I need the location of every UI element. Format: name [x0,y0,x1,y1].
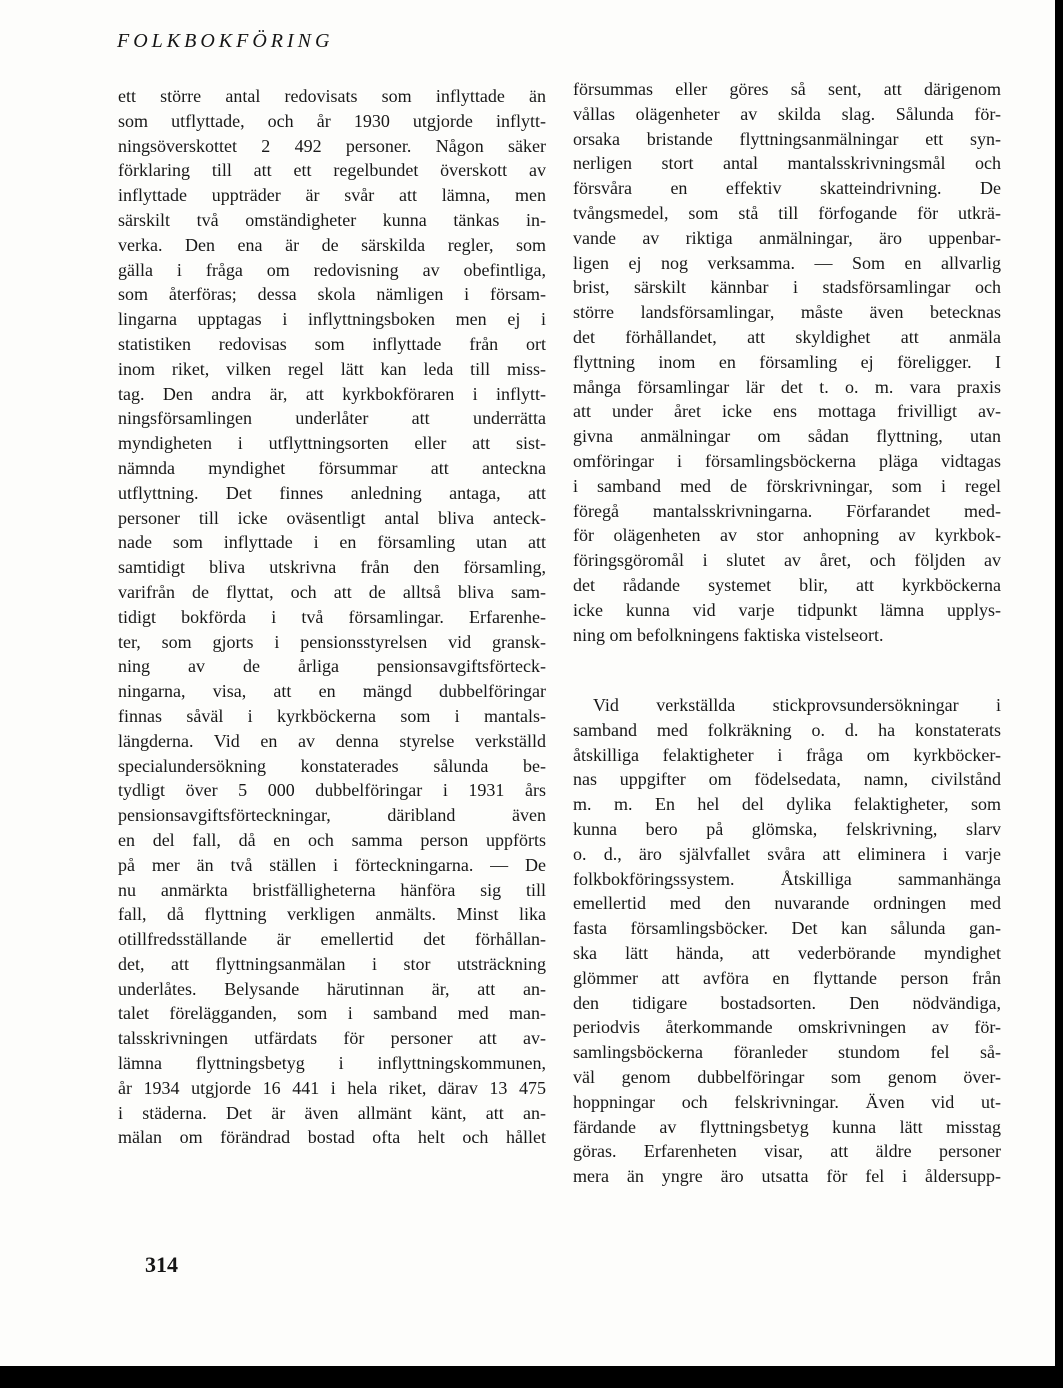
text-line: mälan om förändrad bostad ofta helt och hållet [118,1127,546,1148]
text-line: tidigt bokförda i två församlingar. Erfarenhe- [118,606,546,627]
text-line: försummas eller göres så sent, att därigenom [573,79,1001,99]
text-line: som utflyttade, och år 1930 utgjorde inflytt- [118,110,546,131]
text-line: ningsöverskottet 2 492 personer. Någon säker [118,135,546,156]
text-line: o. d., äro självfallet svåra att eliminera i varje [573,843,1001,864]
running-header: FOLKBOKFÖRING [117,30,334,52]
text-line: givna anmälningar om sådan flyttning, utan [573,426,1001,447]
text-line: nu anmärkta bristfälligheterna hänföra sig till [118,879,546,900]
text-line: hoppningar och felskrivningar. Även vid ut- [573,1091,1001,1112]
text-line: väl genom dubbelföringar som genom över- [573,1066,1001,1087]
text-line: finnas såväl i kyrkböckerna som i mantals- [118,705,546,726]
text-line: att under året icke ens mottaga frivilligt av- [573,401,1001,422]
text-line: den tidigare bostadsorten. Den nödvändiga, [573,992,1001,1013]
text-line: fall, då flyttning verkligen anmälts. Minst lika [118,904,546,925]
text-line: Vid verkställda stickprovsundersökningar i [593,695,1001,715]
text-line: ett större antal redovisats som inflyttade än [118,86,546,106]
text-line: åtskilliga felaktigheter i fråga om kyrkböcker- [573,744,1001,765]
text-line: glömmer att avföra en flyttande person från [573,967,1001,988]
text-line: lämna flyttningsbetyg i inflyttningskommunen, [118,1053,546,1074]
text-line: ningarna, visa, att en mängd dubbelföringar [118,681,546,702]
text-line: på mer än två ställen i förteckningarna. — De [118,854,546,875]
text-line: föringsgöromål i slutet av året, och följden av [573,550,1001,571]
text-line: inflyttade uppträder är svår att lämna, men [118,185,546,206]
text-line: förklaring till att ett regelbundet överskott av [118,160,546,181]
text-line: talsskrivningen utfärdats för personer att av- [118,1028,546,1049]
text-line: ter, som gjorts i pensionsstyrelsen vid gransk- [118,631,546,652]
text-line: längderna. Vid en av denna styrelse verkställd [118,730,546,751]
text-line: kunna bero på glömska, felskrivning, slarv [573,818,1001,839]
text-line: i städerna. Det är även allmänt känt, att an- [118,1102,546,1123]
text-line: vållas olägenheter av skilda slag. Sålunda för- [573,103,1001,124]
text-line: en del fall, då en och samma person uppförts [118,829,546,850]
text-line: färdande av flyttningsbetyg kunna lätt misstag [573,1116,1001,1137]
text-line: det, att flyttningsanmälan i stor utsträckning [118,953,546,974]
left-column [118,84,546,1150]
text-line: nerligen stort antal mantalsskrivningsmål och [573,153,1001,174]
text-line: många församlingar lär det t. o. m. vara praxis [573,376,1001,397]
text-line: specialundersökning konstaterades sålunda be- [118,755,546,776]
text-line: tag. Den andra är, att kyrkbokföraren i inflytt- [118,383,546,404]
text-line: göras. Erfarenheten visar, att äldre personer [573,1141,1001,1162]
text-line: nade som inflyttade i en församling utan att [118,532,546,553]
text-line: föregå mantalsskrivningarna. Förfarandet med- [573,500,1001,521]
text-line: pensionsavgiftsförteckningar, däribland även [118,805,546,826]
text-line: tydligt över 5 000 dubbelföringar i 1931 års [118,780,546,801]
text-line: ska lätt hända, att vederbörande myndighet [573,942,1001,963]
text-line: ning av de årliga pensionsavgiftsförteck- [118,656,546,677]
text-line: gälla i fråga om redovisning av obefintliga, [118,259,546,280]
text-line: samband med folkräkning o. d. ha konstaterats [573,719,1001,740]
text-line: samtidigt bliva utskrivna från den församling, [118,557,546,578]
text-line: ningsförsamlingen underlåter att underrätta [118,408,546,429]
text-line: försvåra en effektiv skatteindrivning. De [573,178,1001,199]
text-line: nämnda myndighet försummar att anteckna [118,457,546,478]
page-number: 314 [145,1252,178,1277]
text-line: samlingsböckerna föranleder stundom fel så- [573,1042,1001,1063]
right-column-paragraph-2 [573,693,1001,1189]
text-line: särskilt två omständigheter kunna tänkas in- [118,209,546,230]
text-line: myndigheten i utflyttningsorten eller att sist- [118,433,546,454]
text-line: mera än yngre äro utsatta för fel i åldersupp- [573,1166,1001,1187]
text-line: det förhållandet, att skyldighet att anmäla [573,326,1001,347]
text-line: varifrån de flyttat, och att de alltså bliva sam- [118,581,546,602]
text-line: vande av riktiga anmälningar, äro uppenbar- [573,227,1001,248]
text-line: talet förelägganden, som i samband med man- [118,1003,546,1024]
text-line: det rådande systemet blir, att kyrkböckerna [573,574,1001,595]
text-line: emellertid med den nuvarande ordningen med [573,893,1001,914]
text-line: omföringar i församlingsböckerna pläga vidtagas [573,450,1001,471]
text-line: nas uppgifter om födelsedata, namn, civilstånd [573,769,1001,790]
text-line: statistiken redovisas som inflyttade från ort [118,333,546,354]
text-line: folkbokföringssystem. Åtskilliga sammanhänga [573,868,1001,889]
text-line: ligen ej nog verksamma. — Som en allvarlig [573,252,1001,273]
text-line: tvångsmedel, som stå till förfogande för utkrä- [573,202,1001,223]
text-line: otillfredsställande är emellertid det förhållan- [118,929,546,950]
text-line: större landsförsamlingar, måste även betecknas [573,302,1001,323]
text-line: orsaka bristande flyttningsanmälningar ett syn- [573,128,1001,149]
text-line: m. m. En hel del dylika felaktigheter, som [573,794,1001,815]
text-line: inom riket, vilken regel lätt kan leda till miss- [118,358,546,379]
right-column-paragraph-1 [573,77,1001,647]
text-line: för olägenheten av stor anhopning av kyrkbok- [573,525,1001,546]
text-line: lingarna upptagas i inflyttningsboken men ej i [118,309,546,330]
text-line: i samband med de förskrivningar, som i regel [573,475,1001,496]
text-line: icke kunna vid varje tidpunkt lämna upplys- [573,599,1001,620]
text-line: ning om befolkningens faktiska vistelseort. [573,624,884,645]
text-line: personer till icke oväsentligt antal bliva anteck- [118,507,546,528]
text-line: som återföras; dessa skola nämligen i försam- [118,284,546,305]
text-line: fasta församlingsböcker. Det kan sålunda gan- [573,918,1001,939]
text-line: brist, särskilt kännbar i stadsförsamlingar och [573,277,1001,298]
text-line: verka. Den ena är de särskilda regler, som [118,234,546,255]
text-line: utflyttning. Det finnes anledning antaga, att [118,482,546,503]
text-line: periodvis återkommande omskrivningen av för- [573,1017,1001,1038]
text-line: flyttning inom en församling ej föreligger. I [573,351,1001,372]
text-line: år 1934 utgjorde 16 441 i hela riket, därav 13 475 [118,1077,546,1098]
text-line: underlåtes. Belysande härutinnan är, att an- [118,978,546,999]
